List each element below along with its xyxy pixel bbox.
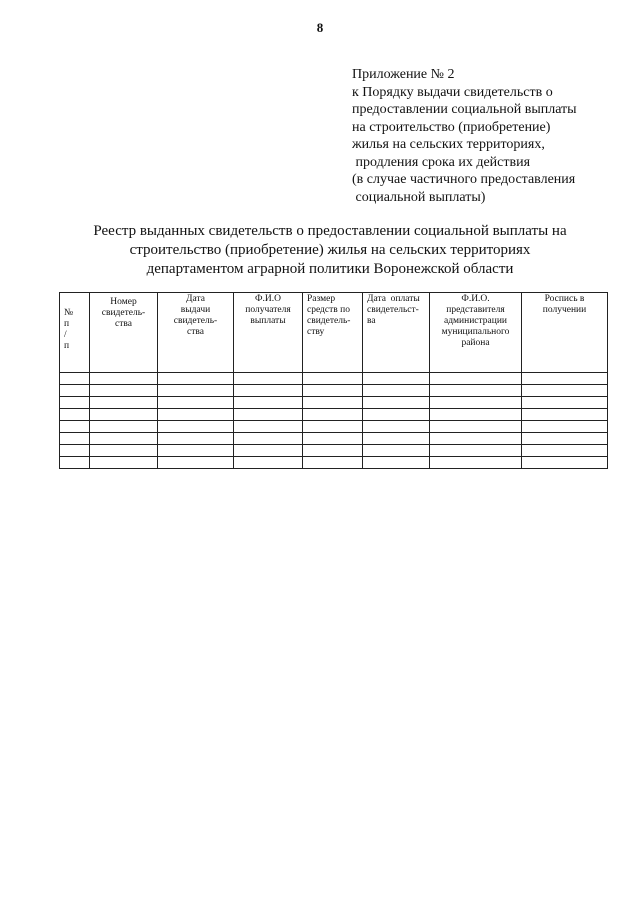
table-cell [363,409,430,421]
table-cell [158,397,234,409]
appendix-line: (в случае частичного предоставления [352,172,576,187]
table-row [60,409,608,421]
table-cell [522,457,608,469]
table-cell [234,385,303,397]
table-cell [363,385,430,397]
header-text: свидетель- [101,308,146,318]
table-cell [363,373,430,385]
header-text: / [64,330,67,340]
header-text: п [64,319,70,329]
header-text: муниципального [441,327,510,337]
table-cell [60,433,90,445]
table-cell [234,397,303,409]
title-line: Реестр выданных свидетельств о предоставлении социальной выплаты на [93,223,567,239]
table-header-row [60,293,608,373]
table-cell [522,373,608,385]
table-cell [90,445,158,457]
table-cell [158,409,234,421]
table-cell [158,433,234,445]
table-cell [158,373,234,385]
header-number [60,293,90,373]
header-text: ства [115,319,132,329]
table-cell [303,409,363,421]
header-text: ва [367,316,376,326]
table-row [60,421,608,433]
table-cell [363,457,430,469]
table-cell [522,433,608,445]
table-cell [60,421,90,433]
appendix-line: предоставлении социальной выплаты [352,102,577,117]
table-cell [522,385,608,397]
table-cell [234,445,303,457]
header-text: Ф.И.О [255,294,281,304]
header-payment-date [363,293,430,373]
table-cell [60,457,90,469]
header-text: Ф.И.О. [461,294,490,304]
table-cell [90,409,158,421]
header-text: представителя [446,305,505,315]
table-cell [90,373,158,385]
header-text: свидетель- [307,316,351,326]
header-amount [303,293,363,373]
header-representative [430,293,522,373]
table-cell [363,421,430,433]
table-cell [430,421,522,433]
header-text: № [64,308,74,318]
table-cell [303,445,363,457]
table-cell [90,385,158,397]
table-cell [158,445,234,457]
table-cell [303,457,363,469]
table-row [60,397,608,409]
document-title [60,222,600,279]
table-cell [430,397,522,409]
table-cell [522,409,608,421]
appendix-block [352,66,622,206]
header-text: средств по [307,305,350,315]
table-cell [234,457,303,469]
table-cell [430,409,522,421]
appendix-line: социальной выплаты) [352,189,486,205]
table-cell [430,445,522,457]
table-cell [363,397,430,409]
table-cell [363,433,430,445]
header-text: свидетельст- [367,305,419,315]
table-cell [60,373,90,385]
table-cell [60,409,90,421]
table-cell [234,421,303,433]
table-cell [158,421,234,433]
header-signature [522,293,608,373]
appendix-line: продления срока их действия [352,154,531,170]
header-text: п [64,341,70,351]
table-cell [430,433,522,445]
table-cell [234,433,303,445]
table-cell [90,457,158,469]
title-line: департаментом аграрной политики Воронежской области [146,261,514,277]
header-text: выплаты [250,316,286,326]
page-number: 8 [316,20,324,35]
title-line: строительство (приобретение) жилья на сельских территориях [129,242,531,258]
table-cell [234,373,303,385]
appendix-line: Приложение № 2 [352,67,455,82]
appendix-line: на строительство (приобретение) [352,119,551,135]
header-text: Размер [307,294,336,304]
table-cell [90,433,158,445]
table-cell [522,397,608,409]
registry-table [59,292,608,469]
table-cell [303,373,363,385]
header-text: администрации [443,316,508,326]
header-text: Номер [110,297,137,307]
header-text: свидетель- [173,316,218,326]
table-row [60,445,608,457]
header-text: района [461,338,490,348]
appendix-line: к Порядку выдачи свидетельств о [352,84,553,100]
table-cell [303,421,363,433]
table-cell [430,373,522,385]
header-text: получении [542,305,587,315]
table-cell [303,433,363,445]
header-recipient-name [234,293,303,373]
registry-body [60,373,608,469]
table-cell [90,421,158,433]
header-certificate-number [90,293,158,373]
appendix-line: жилья на сельских территориях, [352,137,545,152]
table-row [60,433,608,445]
header-text: Дата оплаты [367,294,420,304]
header-text: Дата [186,294,205,304]
header-issue-date [158,293,234,373]
table-cell [522,421,608,433]
table-cell [60,445,90,457]
header-text: выдачи [180,305,211,315]
table-cell [158,457,234,469]
table-cell [303,385,363,397]
table-cell [90,397,158,409]
table-row [60,373,608,385]
table-row [60,385,608,397]
table-cell [60,385,90,397]
table-cell [60,397,90,409]
table-cell [430,457,522,469]
header-text: ства [187,327,204,337]
table-cell [522,445,608,457]
header-text: получателя [245,305,291,315]
table-cell [158,385,234,397]
header-text: Роспись в [544,294,585,304]
table-cell [430,385,522,397]
table-cell [363,445,430,457]
table-cell [234,409,303,421]
table-row [60,457,608,469]
table-cell [303,397,363,409]
header-text: ству [307,327,325,337]
